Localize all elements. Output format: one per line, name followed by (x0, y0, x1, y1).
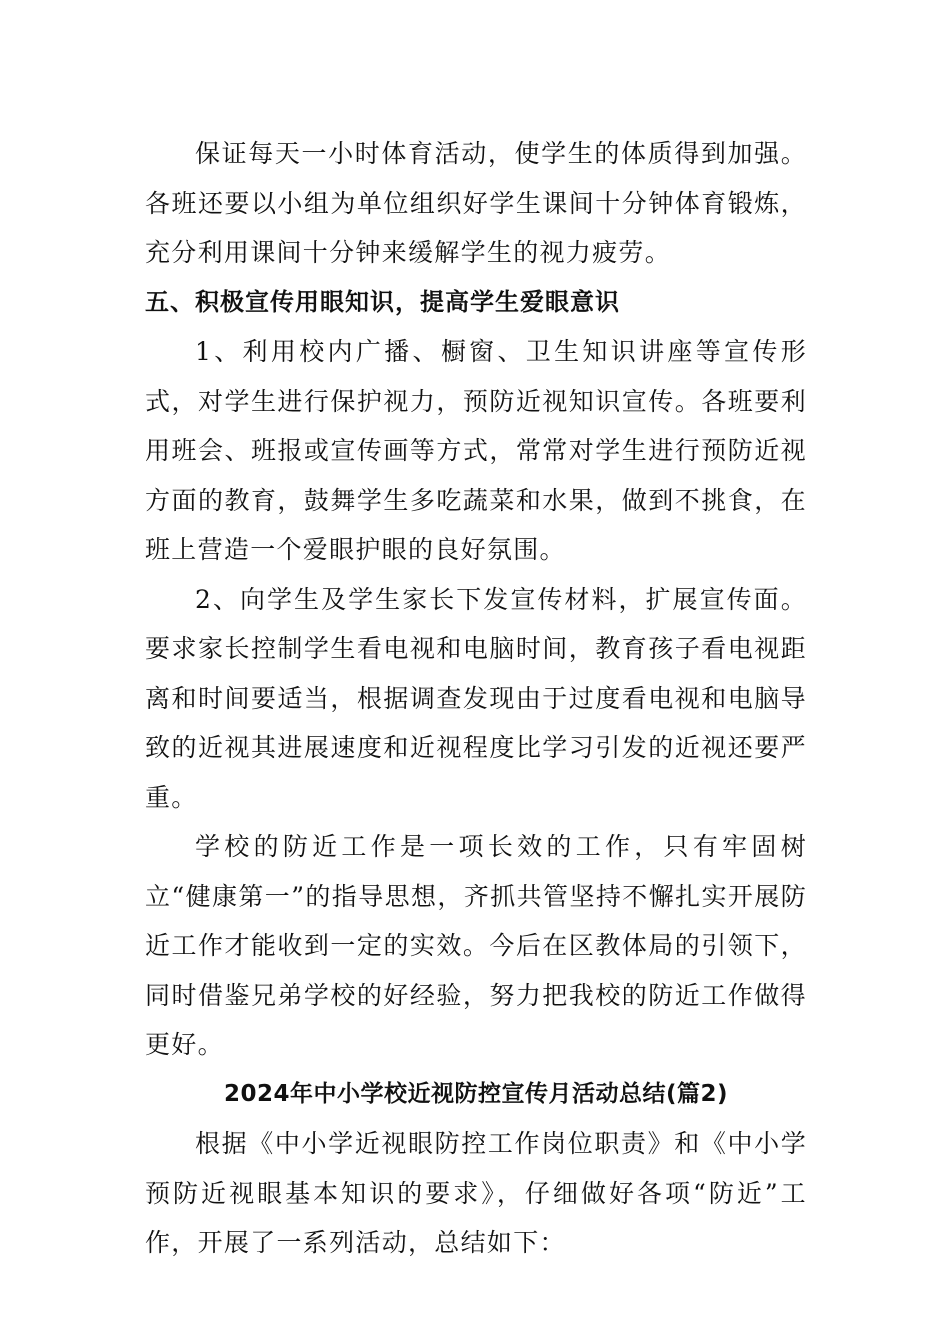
document-body (145, 129, 807, 1268)
paragraph-parent-materials: 2、向学生及学生家长下发宣传材料，扩展宣传面。要求家长控制学生看电视和电脑时间，教育孩子看电视距离和时间要适当，根据调查发现由于过度看电视和电脑导致的近视其进展速度和近视程度比学习引发的近视还要严重。 (145, 584, 807, 812)
article-title-part-2: 2024年中小学校近视防控宣传月活动总结(篇2) (223, 1080, 729, 1107)
paragraph-intro-part-2: 根据《中小学近视眼防控工作岗位职责》和《中小学预防近视眼基本知识的要求》，仔细做好各项“防近”工作，开展了一系列活动，总结如下： (145, 1129, 807, 1257)
paragraph-campus-publicity: 1、利用校内广播、橱窗、卫生知识讲座等宣传形式，对学生进行保护视力，预防近视知识宣传。各班要利用班会、班报或宣传画等方式，常常对学生进行预防近视方面的教育，鼓舞学生多吃蔬菜和水果，做到不挑食，在班上营造一个爱眼护眼的良好氛围。 (145, 337, 807, 564)
paragraph-conclusion: 学校的防近工作是一项长效的工作，只有牢固树立“健康第一”的指导思想，齐抓共管坚持不懈扎实开展防近工作才能收到一定的实效。今后在区教体局的引领下，同时借鉴兄弟学校的好经验，努力把我校的防近工作做得更好。 (145, 832, 807, 1059)
section-heading-eye-knowledge: 五、积极宣传用眼知识，提高学生爱眼意识 (145, 287, 620, 316)
paragraph-pe-activity: 保证每天一小时体育活动，使学生的体质得到加强。各班还要以小组为单位组织好学生课间十分钟体育锻炼，充分利用课间十分钟来缓解学生的视力疲劳。 (145, 139, 807, 267)
